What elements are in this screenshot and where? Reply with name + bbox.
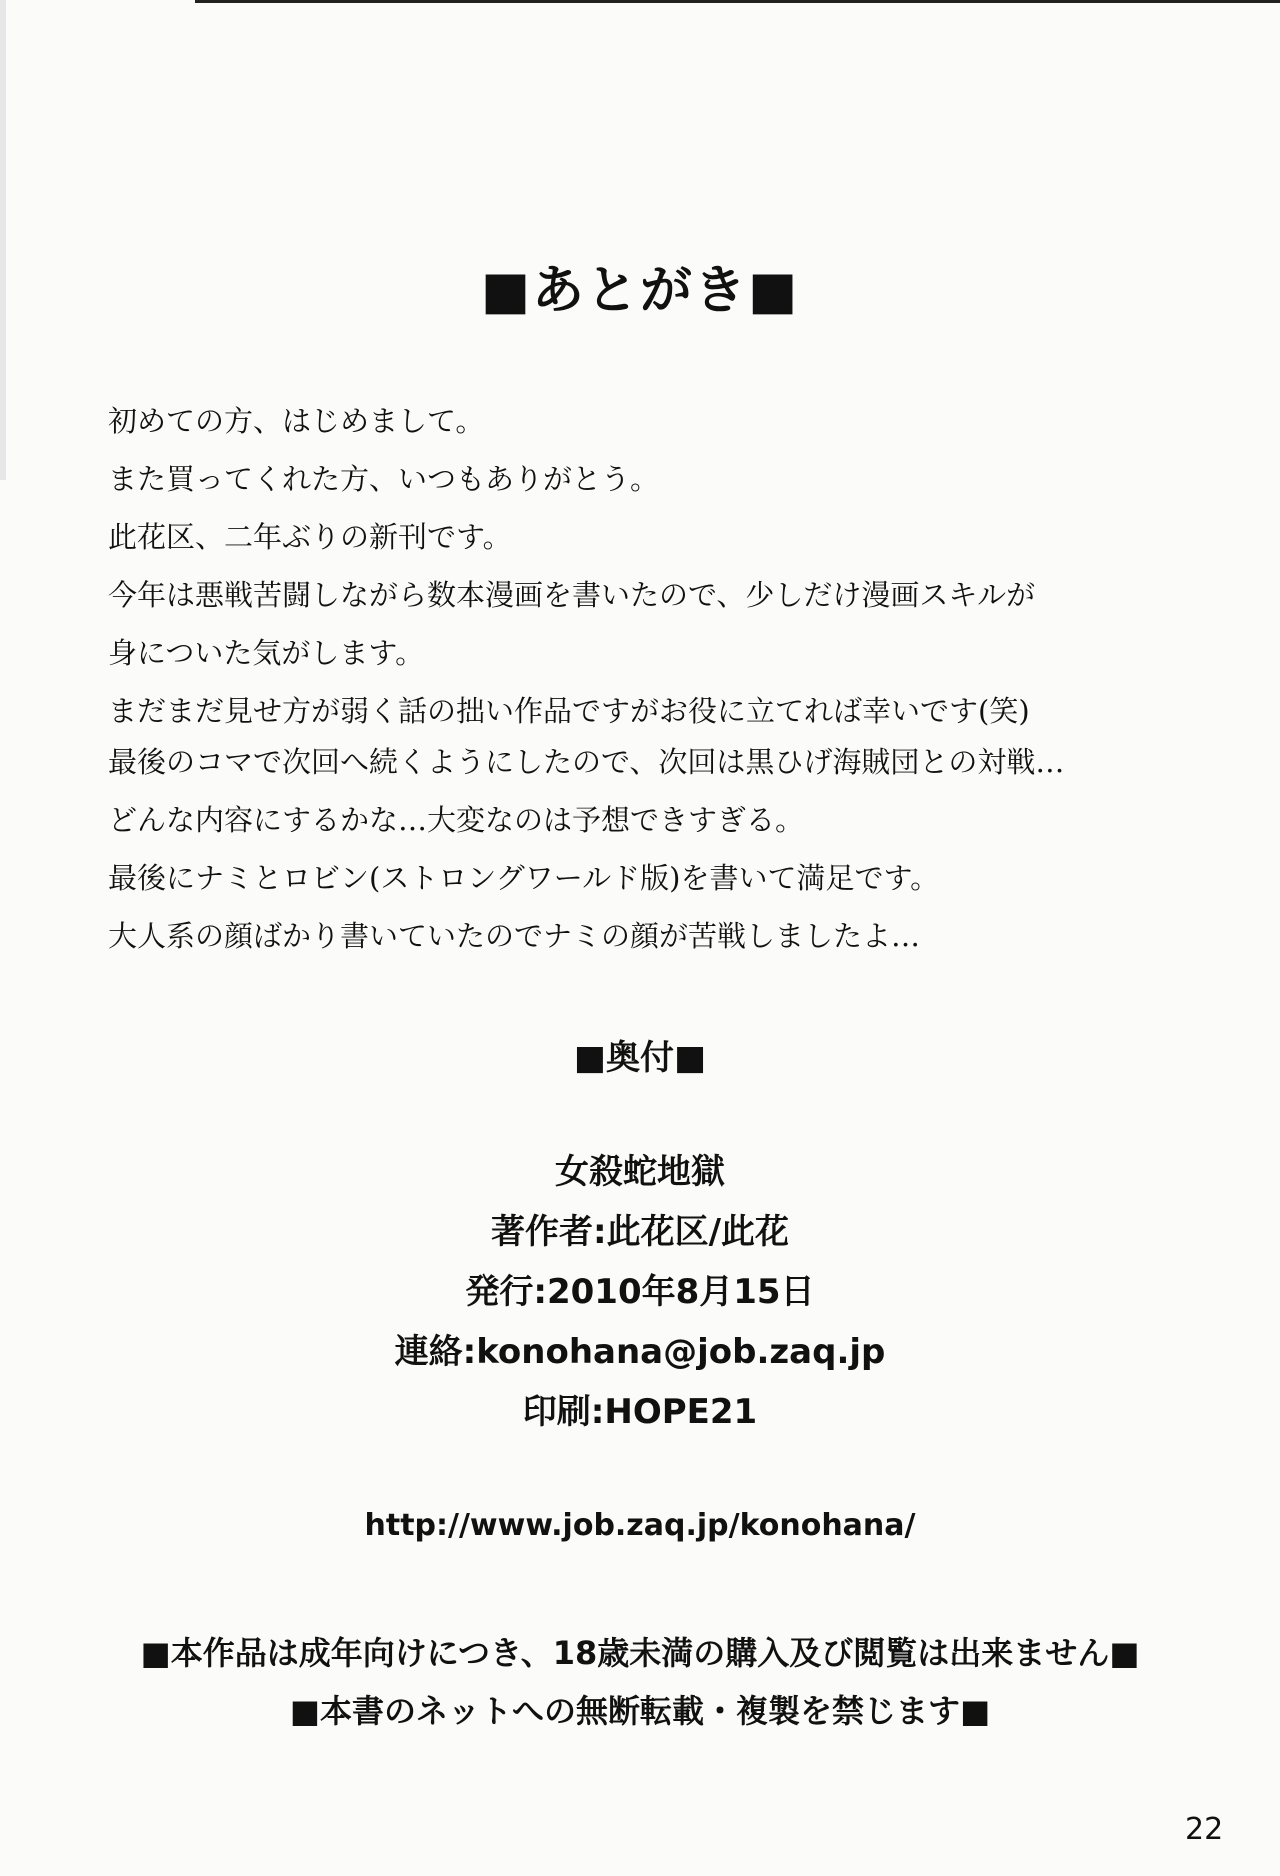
- top-rule: [195, 0, 1280, 3]
- body-line: まだまだ見せ方が弱く話の拙い作品ですがお役に立てれば幸いです(笑): [108, 694, 1030, 728]
- body-line: また買ってくれた方、いつもありがとう。: [108, 462, 660, 496]
- age-restriction-notice: ■本作品は成年向けにつき、18歳未満の購入及び閲覧は出来ません■: [140, 1634, 1140, 1672]
- body-line: 初めての方、はじめまして。: [108, 404, 485, 438]
- book-title: 女殺蛇地獄: [555, 1152, 725, 1192]
- body-line: 最後のコマで次回へ続くようにしたので、次回は黒ひげ海賊団との対戦…: [108, 745, 1065, 779]
- colophon-heading: ■奥付■: [573, 1038, 707, 1078]
- copy-prohibition-notice: ■本書のネットへの無断転載・複製を禁じます■: [289, 1692, 991, 1730]
- printer-line: 印刷:HOPE21: [522, 1392, 758, 1432]
- body-line: 此花区、二年ぶりの新刊です。: [108, 520, 512, 554]
- body-line: 身についた気がします。: [108, 636, 425, 670]
- body-line: 今年は悪戦苦闘しながら数本漫画を書いたので、少しだけ漫画スキルが: [108, 578, 1036, 612]
- afterword-heading: ■あとがき■: [480, 260, 800, 321]
- page-edge-shadow: [0, 0, 6, 480]
- website-url: http://www.job.zaq.jp/konohana/: [364, 1508, 916, 1543]
- publish-date-line: 発行:2010年8月15日: [465, 1272, 815, 1312]
- afterword-paragraph-1: [108, 392, 1198, 740]
- author-line: 著作者:此花区/此花: [490, 1212, 789, 1252]
- body-line: 大人系の顔ばかり書いていたのでナミの顔が苦戦しましたよ…: [108, 919, 921, 953]
- afterword-paragraph-2: [108, 733, 1198, 965]
- page-number: 22: [1185, 1812, 1224, 1847]
- body-line: 最後にナミとロビン(ストロングワールド版)を書いて満足です。: [108, 861, 940, 895]
- body-line: どんな内容にするかな…大変なのは予想できすぎる。: [108, 803, 805, 837]
- colophon-block: [0, 1142, 1280, 1442]
- contact-line: 連絡:konohana@job.zaq.jp: [394, 1332, 886, 1372]
